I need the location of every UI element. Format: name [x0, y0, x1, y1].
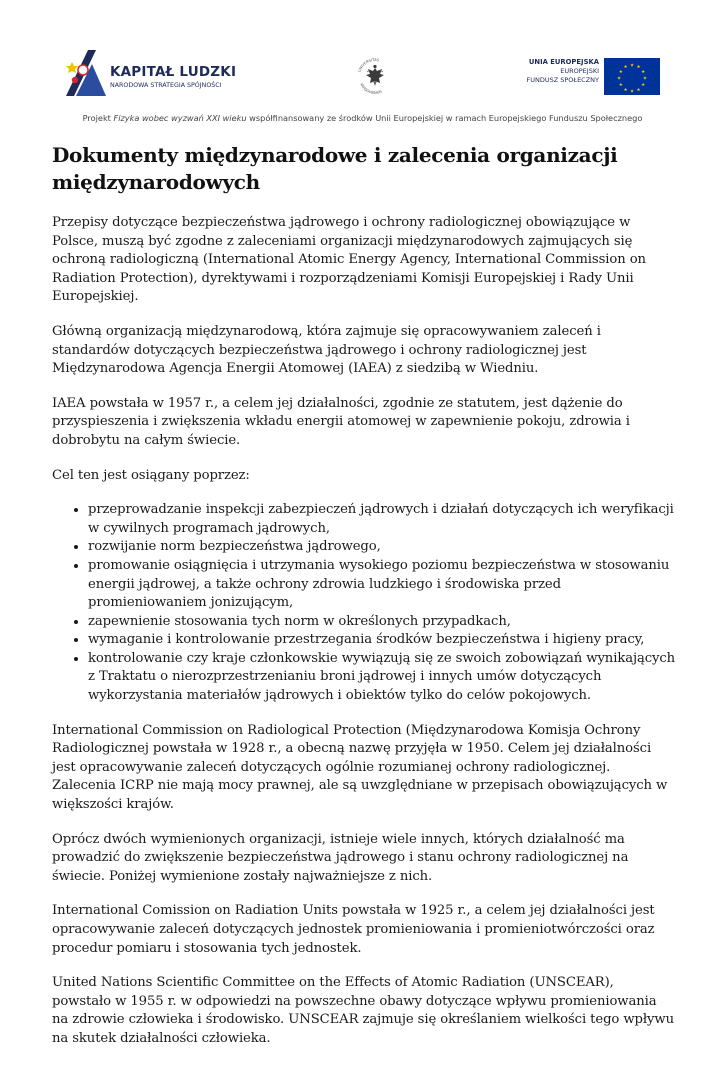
kapital-ludzki-subtitle: NARODOWA STRATEGIA SPÓJNOŚCI — [110, 82, 222, 89]
svg-text:★: ★ — [636, 87, 641, 93]
project-prefix: Projekt — [82, 113, 114, 123]
svg-text:UNIVERSITAS: UNIVERSITAS — [357, 57, 380, 73]
article-content — [52, 142, 676, 1065]
page-header — [0, 0, 725, 123]
svg-text:★: ★ — [641, 70, 646, 75]
paragraph-iaea-history: IAEA powstała w 1957 r., a celem jej działalności, zgodnie ze statutem, jest dążenie do przyspieszenia i zwiększenia wkładu energii atomowej w zapewnienie pokoju, zdrowia i dobrobytu na całym świecie. — [52, 395, 630, 448]
paragraph-goals-intro: Cel ten jest osiągany poprzez: — [52, 467, 250, 483]
university-seal-icon — [353, 54, 397, 98]
list-item: • promowanie osiągnięcia i utrzymania wysokiego poziomu bezpieczeństwa w stosowaniu energii jądrowej, a także ochrony zdrowia ludzkiego i środowiska przed promieniowaniem jonizującym, — [88, 557, 676, 613]
svg-text:★: ★ — [629, 89, 635, 95]
kapital-ludzki-title: KAPITAŁ LUDZKI — [110, 64, 237, 80]
list-item: • wymaganie i kontrolowanie przestrzegania środków bezpieczeństwa i higieny pracy, — [88, 631, 676, 650]
paragraph-intro: Przepisy dotyczące bezpieczeństwa jądrowego i ochrony radiologicznej obowiązujące w Polsce, muszą być zgodne z zaleceniami organizacji międzynarodowych zajmujących się ochroną radiologiczną (International Atomic Energy Agency, International Commission on Radiation Protection), dyrektywami i rozporządzeniami Komisji Europejskiej i Rady Unii Europejskiej. — [52, 215, 646, 305]
list-item: • rozwijanie norm bezpieczeństwa jądrowego, — [88, 538, 676, 557]
svg-text:★: ★ — [617, 76, 622, 82]
eu-flag-icon — [604, 58, 660, 95]
svg-text:★: ★ — [623, 87, 628, 93]
eu-subtitle-2: FUNDUSZ SPOŁECZNY — [526, 75, 599, 84]
paragraph-icrp: International Commission on Radiological Protection (Międzynarodowa Komisja Ochrony Radiologicznej powstała w 1928 r., a obecną nazwę przyjęła w 1950. Celem jej działalności jest opracowywanie zaleceń dotyczących ogólnie rozumianej ochrony radiologicznej. Zalecenia ICRP nie mają mocy prawnej, ale są uwzględniane w przepisach obowiązujących w większości krajów. — [52, 722, 668, 813]
list-item: • przeprowadzanie inspekcji zabezpieczeń jądrowych i działań dotyczących ich weryfikacji w cywilnych programach jądrowych, — [88, 501, 676, 538]
svg-text:★: ★ — [618, 83, 623, 88]
project-name: Fizyka wobec wyzwań XXI wieku — [113, 113, 247, 123]
kapital-ludzki-mark-icon — [66, 50, 106, 96]
paragraph-icru: International Comission on Radiation Units powstała w 1925 r., a celem jej działalności jest opracowywanie zaleceń dotyczących jednostek promieniowania i promieniotwórczości oraz procedur pomiaru i stosowania tych jednostek. — [52, 903, 655, 956]
svg-text:★: ★ — [618, 70, 623, 75]
paragraph-iaea-main: Główną organizacją międzynarodową, która zajmuje się opracowywaniem zaleceń i standardów dotyczących bezpieczeństwa jądrowego i ochrony radiologicznej jest Międzynarodowa Agencja Energii Atomowej (IAEA) z siedzibą w Wiedniu. — [52, 323, 601, 377]
paragraph-unscear: United Nations Scientific Committee on the Effects of Atomic Radiation (UNSCEAR), powstało w 1955 r. w odpowiedzi na powszechne obawy dotyczące wpływu promieniowania na zdrowie człowieka i środowisko. UNSCEAR zajmuje się określaniem wielkości tego wpływu na skutek działalności człowieka. — [52, 975, 674, 1046]
eu-text-block — [515, 58, 599, 84]
paragraph-other-orgs: Oprócz dwóch wymienionych organizacji, istnieje wiele innych, których działalność ma prowadzić do zwiększenie bezpieczeństwa jądrowego i stanu ochrony radiologicznej na świecie. Poniżej wymienione zostały najważniejsze z nich. — [52, 831, 629, 884]
list-item: • kontrolowanie czy kraje członkowskie wywiązują się ze swoich zobowiązań wynikających z Traktatu o nierozprzestrzenianiu broni jądrowej i innych umów dotyczących wykorzystania materiałów jądrowych i obiektów tylko do celów pokojowych. — [88, 650, 676, 706]
eu-title: UNIA EUROPEJSKA — [528, 58, 599, 66]
svg-text:★: ★ — [641, 83, 646, 88]
kapital-ludzki-logo — [66, 50, 236, 96]
project-suffix: współfinansowany ze środków Unii Europejskiej w ramach Europejskiego Funduszu Społecznego — [246, 113, 643, 123]
goals-list — [52, 501, 676, 706]
svg-text:★: ★ — [629, 63, 635, 69]
page-title: Dokumenty międzynarodowe i zalecenia organizacji międzynarodowych — [52, 143, 618, 194]
svg-text:★: ★ — [623, 65, 628, 71]
svg-text:★: ★ — [636, 65, 641, 71]
svg-text:★: ★ — [642, 76, 647, 82]
eu-subtitle-1: EUROPEJSKI — [560, 67, 599, 75]
list-item: • zapewnienie stosowania tych norm w określonych przypadkach, — [88, 613, 676, 632]
project-funding-line — [0, 113, 725, 123]
svg-text:VARSOVIENSIS: VARSOVIENSIS — [359, 82, 383, 96]
